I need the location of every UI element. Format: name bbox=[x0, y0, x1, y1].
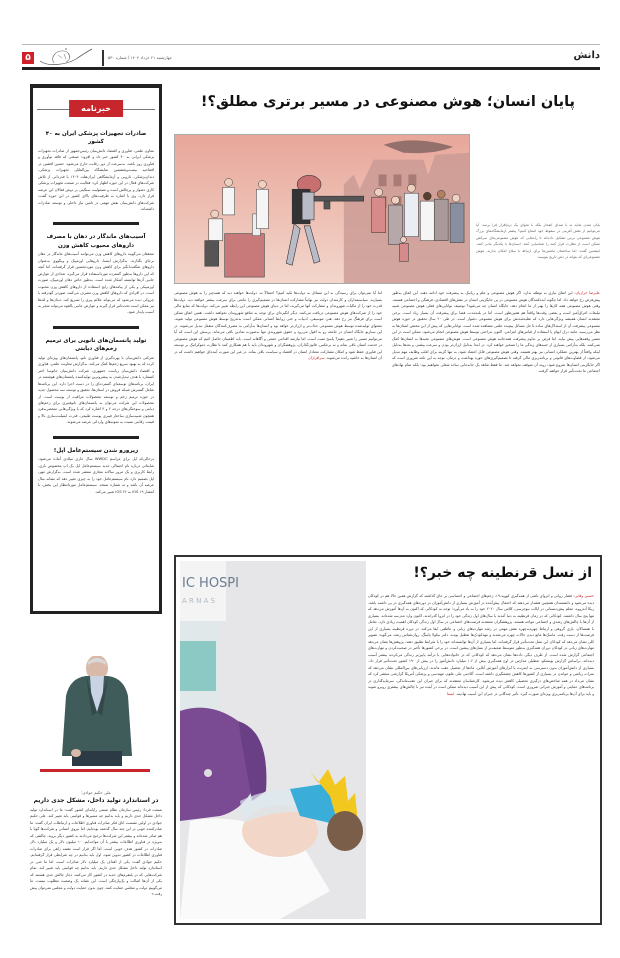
masthead bbox=[22, 44, 600, 70]
news-sidebar bbox=[30, 84, 162, 614]
news-item-headline[interactable]: تولید پانسمان‌های نانویی برای ترمیم زخم‌های دیابتی bbox=[45, 337, 147, 353]
header-bottom-rule bbox=[22, 67, 600, 70]
ai-robot-illustration bbox=[174, 134, 470, 284]
news-divider bbox=[53, 326, 139, 329]
news-item-headline[interactable]: زیرورو شدن سیستم‌عامل اپل! bbox=[53, 447, 139, 454]
article-column bbox=[392, 290, 600, 536]
illustration-caption: پایان تمدن شاید نه با صدای انفجار بلکه با نجوای یک نرم‌افزار فرا برسد. آیا می‌توانیم از نقش آفرینی در سقوط خود امتناع کنیم؟ پیشتر آزمایشگاه‌های بزرگ هوش مصنوعی ترس تشکیل داده‌اند تا راه‌هایی که هوش مصنوعی‌های سرکش ممکن است از نظارت فرار کنند را شناسایی کنند. انسان‌ها با یکدیگر تبانی کنند. اینشتین گفت: اما ساختمان ماشین‌ها برای ارتباط با سلاح امکان ندارند. هوش مصنوعی‌ای که بتواند در ذهن تاریخ بنویسد. bbox=[476, 223, 600, 260]
quarantine-article-headline[interactable]: از نسل قرنطینه چه خبر؟! bbox=[413, 565, 592, 581]
hospital-sign-text: IC HOSPI bbox=[182, 576, 239, 591]
sidebar-title-badge: خبرنامه bbox=[69, 100, 123, 117]
page-number-badge: ۵ bbox=[22, 52, 34, 64]
news-item-body: معاون علمی، فناوری و اقتصاد دانش‌بنیان رئیس‌جمهور از صادرات تجهیزات پزشکی ایرانی به ۴۰ کشور خبر داد و افزود: صنعتی که فاقد نوآوری و فناوری روز باشد، به‌سرعت از دور رقابت خارج می‌شود. حسین افشین در افتتاحیه بیست‌وششمین نمایشگاه بین‌المللی تجهیزات پزشکی، دندان‌پزشکی، دارویی و آزمایشگاهی ایران‌هلث ۱۴۰۴ با قدردانی از تلاش شرکت‌های فعال در این حوزه اظهار کرد: فعالیت در صنعت تجهیزات پزشکی کاری دشوار و پرچالش است و مسئولیت سنگینی بر دوش فعالان این عرصه قرار دارد. وی با اشاره به ظرفیت‌های بالای کشور در این حوزه گفت: شرکت‌های دانش‌بنیان نقش مهمی در تامین نیاز داخلی و توسعه صادرات داشته‌اند. bbox=[38, 148, 154, 211]
quarantine-article-box bbox=[174, 555, 602, 925]
interview-kicker: علی حکیم جوادی: bbox=[80, 790, 112, 795]
news-item-headline[interactable]: آسیب‌های ماندگار در دهان با مصرف داروهای محبوب کاهش وزن bbox=[46, 234, 146, 249]
article-source: ایسنا bbox=[446, 691, 455, 696]
newspaper-logo[interactable] bbox=[36, 47, 96, 67]
section-label[interactable]: دانش bbox=[573, 50, 600, 61]
sidebar-header bbox=[33, 88, 159, 128]
news-item-body: درحالی‌که اپل برای مراسم WWDC سال جاری میلادی آماده می‌شود، شایعاتی درباره نام احتمالی جدید سیستم‌عامل اپل یک‌ اپ مخصوص بازی، رابط کاربری و یک مرور سالانه مجازی منتشر شده است. به‌گزارش مهر، اپل تصمیم دارد نام سیستم‌عامل خود را به چیزی تغییر دهد که نشانه سال عرضه آن باشد و نه شماره نسخه. سیستم‌عامل موردانتظار این بخش، با انتشار iOS ۱۹ به iOS ۲۶ تغییر می‌کند. bbox=[38, 457, 154, 494]
article-column bbox=[174, 290, 382, 536]
sidebar-news-item[interactable] bbox=[33, 128, 159, 216]
news-divider bbox=[53, 436, 139, 439]
news-item-body: شرکتی دانش‌بنیان با بهره‌گیری از فناوری نانو، پانسمان‌های ویژه‌ای تولید کرده که به بهبود سریع زخم‌ها کمک می‌کند. به‌گزارش معاونت علمی، فناوری و اقتصاد دانش‌بنیان ریاست جمهوری، شرکت دانش‌بنیان جانوسا اختر کسمارد با هدف تبدیل‌شدن به پیشروترین تولیدکننده پانسمان‌های هوشمند در ایران، برنامه‌های توسعه‌ای گسترده‌ای را در دست اجرا دارد. این برنامه‌ها شامل گسترش شبکه فروش در استان‌ها، تحقیق و توسعه سه محصول جدید در حوزه ترمیم زخم و توسعه محصولات مراقبت از پوست است. از محصولات این شرکت می‌توان به پانسمان‌های نانوفیبری برای زخم‌های دیابتی و سوختگی‌های درجه ۲ و ۳ اشاره کرد که با ویژگی‌هایی منحصربه‌فرد همچون شبیه‌سازی ساختار فیبری پوست طبیعی، قدرت ایمپلنت‌سازی بالا و قیمت رقابتی نسبت به نمونه‌های وارداتی عرضه می‌شوند. bbox=[38, 355, 154, 425]
interview-article bbox=[30, 790, 162, 898]
article-author: علیرضا خرازیان: bbox=[574, 291, 600, 295]
svg-text:A R N A S: A R N A S bbox=[182, 597, 216, 605]
article-author: حسین وفایی: bbox=[573, 594, 594, 598]
robot-scene-image bbox=[175, 135, 469, 283]
logo-calligraphy-icon bbox=[36, 47, 96, 67]
newborn-faceshield-photo bbox=[180, 561, 366, 919]
interview-headline[interactable]: در استاندارد تولید داخل، مشکل جدی داریم bbox=[33, 797, 159, 804]
news-item-body: محققان می‌گویند داروهای کاهش وزن می‌توانند آسیب‌های ماندگار در دهان برجای بگذارند. به‌گزارش ایسنا، داروهایی اوزمپیک و ویگووی به‌عنوان داروهای شگفت‌انگیز برای کاهش وزن موردتحسین قرار گرفته‌اند، اما آنچه که این داروها به‌طور گسترده مورداستفاده قرار می‌گیرد، تعدادی از عوارض جانبی آن‌ها توانسته آشکار شده است. به‌طور خاص دهان اوزمپیک، صورت اوزمپیکی و یکی از پیامدهای رایج استفاده از داروهای کاهش وزن محبوب است. در افرادی که داروهای کاهش وزن مصرف می‌کنند، صورتی گودرفته یا چروکی دیده می‌شود که می‌تواند علائم پیری را تسریع کند. دندان‌ها و لثه‌ها نیز ممکن است تحت‌تاثیر قرار گیرند و عوارض جانبی بالقوه می‌تواند منجر به آسیب پایدار شود. bbox=[38, 252, 154, 315]
hospital-baby-image bbox=[180, 561, 366, 919]
header-top-rule bbox=[22, 44, 600, 45]
dateline: چهارشنبه ۲۱ خرداد ۱۴۰۴ / شماره ۵۳۰ bbox=[108, 55, 172, 60]
interviewee-portrait bbox=[52, 656, 142, 766]
main-article-headline[interactable]: پایان انسان؛ هوش مصنوعی در مسیر برتری مطلق؟! bbox=[200, 94, 575, 110]
main-article-body bbox=[174, 290, 600, 536]
portrait-red-bar bbox=[40, 769, 150, 772]
man-in-suit-photo bbox=[52, 656, 142, 766]
header-separator bbox=[102, 50, 104, 66]
column-text: این اتفاق نیازی به توطئه ندارد. اگر هوش مصنوعی و علم و رباتیک به پیشرفت خود ادامه دهند، این اتفاق به‌طور پیش‌فرض رخ خواهد داد. اما چگونه ایده‌کنندگان هوش مصنوعی در پی جایگزینی انسان در نقش‌های اقتصادی، فرهنگی و اجتماعی هستند. وقتی هوش مصنوعی همه کارها را بهتر از ما انجام دهد، جایگاه انسان چه می‌شود؟ توصیف توانایی‌های فعلی هوش مصنوعی شبیه تبلیغات اغراق‌آمیز است و بعضی وقت‌ها واقعاً هم همین‌طور است. اما در بلندمدت، فضا برای پیشرفت آن بسیار زیاد است. برخی معتقدند انسان همیشه ویژگی‌هایی دارد که تقلید‌شدنش برای هوش مصنوعی دشوار است. در طی ۲۰ سال تحقیق در حوزه هوش مصنوعی پیشرفت آن از استدلال‌های ساده تا حل مسائل پیچیده علمی مشاهده شده است. توانایی‌هایی که پیش از این مختص انسان‌ها به نظر می‌رسید، مانند درک ابهام یا استفاده از قیاس‌های انتزاعی، اکنون به‌راحتی توسط هوش مصنوعی انجام می‌شود. ممکن است در این مسیر وقفه‌هایی پیش بیاید، اما فرض بر تداوم پیشرفت همه‌جانبه هوش مصنوعی است. هوش‌های مصنوعی نخبه‌ها به انسان‌ها کمک نمی‌کنند، بلکه به‌آرامی بسیاری از جنبه‌های زندگی ما را تسخیر خواهند کرد. در ابتدا به‌دلیل ارزان‌تر بودن و سرعت بیشتر، و بعدها به‌دلیل اینکه واقعاً از بهترین عملکرد انسانی نیز بهتر هستند. وقتی هوش مصنوعی قابل اعتماد شود، به تنها گزینه برای اغلب وظایف مهم تبدیل می‌شود، از قضاوت‌های قانونی و برنامه‌ریزی مالی گرفته تا تصمیم‌گیری‌های حوزه بهداشت و درمان. توجه به این نکته ضروری است که اگر جایگزینی انسان‌ها شروع شود، روند آن متوقف نخواهد شد. ما فقط شاهد یک جابه‌جایی ساده شغلی نخواهیم بود؛ بلکه تمام نهادهای اجتماعی ما تحت‌تأثیر قرار خواهند گرفت. bbox=[392, 291, 600, 374]
interview-body: صنعت فردا: رئیس سازمان نظام صنفی رایانه‌ای کشور گفت: ما در استاندارد تولید داخل مشکل جدی داریم و باید بدانیم چه مسیرها و قوانینی باید تغییر کند. علی حکیم جوادی در اولین نشست اتاق فکر صادرات فناوری اطلاعات و ارتباطات ایران گفت: ما صادرکننده خوبی در این چند سال گذشته بوده‌ایم، اما نیروی انسانی و شرکت‌ها گویا با هم صادر شده‌اند و بیشتر این شرکت‌ها ترجیح می‌دادند به کشور دیگر بروند. چالشی که به‌ویژه در فناوری اطلاعات بیشتر با آن مواجه‌ایم. ۱۰ میلیون دلار و یک میلیارد دلار صادرات در کشور هدف خوبی است، اما اگر قرار است نقشه راهی برای صادرات فناوری اطلاعات در کشور تدوین شود، اول باید بدانیم در چه شرایطی قرار گرفته‌ایم. حکیم جوادی گفت: یکی از اهداف یک میلیارد دلار صادرات است، اما ما حتی در استاندارد تولید داخل مشکل جدی داریم. باید بدانیم چه قوانینی باید تغییر کند. تمام شرکت‌هایی که در پلتفرم‌های جدید در کشور کار می‌کنند، دچار چالش جدی هستند که یکی از آن‌ها اصالت و یک‌پارچگی است. این نشانه یک وضعیت مطلوب نیست. ما می‌گوییم دولت و مجلس حمایت کنند، چون بدون حمایت دولت و مجلس نمی‌توان پیش رفت.» bbox=[30, 808, 162, 897]
sidebar-news-item[interactable] bbox=[33, 335, 159, 430]
column-text: اما آیا نمی‌توان برای رسیدگی به این مسائل به دولت‌ها تکیه کنیم؟ احتمالاً نه. دولت‌ها خواهند دید که همه‌چیز را به هوش مصنوعی بسپارند. سیاستمداران و کارمندان دولت نیز نهایتاً مشارکت انسان‌ها در تصمیم‌گیری را مانعی برای سرعت بیشتر خواهند دید. دولت‌ها قدرت خود را از مالیات شهروندان و مشارکت آنها می‌گیرند، اما در دنیای هوش مصنوعی این رابطه تغییر می‌کند. دولت‌ها که منابع مالی خود را از شرکت‌های هوش مصنوعی دریافت می‌کنند، دیگر انگیزه‌ای برای توجه به منافع شهروندان نخواهند داشت. همین اتفاق ممکن است برای فرهنگ نیز رخ دهد. هنر، موسیقی، ادبیات و حتی روابط انسانی ممکن است به‌تدریج توسط هوش مصنوعی تولید شوند. محتوای تولیدشده توسط هوش مصنوعی جذاب‌تر و ارزان‌تر خواهد بود و انسان‌ها به‌آرامی به مصرف‌کنندگان منفعل تبدیل می‌شوند. در این سناریو جایگاه انسان در جامعه رو به افول می‌رود و حقوق شهروندی تنها به‌صورت نمادین باقی می‌ماند. پرسش این است که آیا می‌توانیم مسیر را تغییر دهیم؟ پاسخ مثبت است، اما نیازمند اقدامی جمعی و آگاهانه است. باید اطمینان حاصل کنیم که هوش مصنوعی در خدمت انسان باقی بماند و نه برعکس. قانون‌گذاران، پژوهشگران و شهروندان باید با هم همکاری کنند تا نظارت دموکراتیک بر توسعه این فناوری حفظ شود و امکان مشارکت معنادار انسان در اقتصاد و سیاست باقی بماند. در غیر این صورت آینده‌ای خواهیم داشت که در آن انسان‌ها به حاشیه رانده می‌شوند. bbox=[174, 291, 382, 361]
article-end-signature: سرافرازان bbox=[308, 356, 325, 361]
news-item-headline[interactable]: صادرات تجهیزات پزشکی ایران به ۴۰ کشور bbox=[45, 131, 147, 146]
article-text: فشار روانی و انزوای ناشی از همه‌گیری کووید-۱۹، زخم‌های اجتماعی و احساسی بر جای گذاشته که گزارش همین حالا هم در کودکان دیده می‌شود و دانشمندان همچنین هشدار می‌دهند که احتمال پیش‌آمده در آموزش بسیاری از دانش‌آموزان در دوره‌های همه‌گیری در پی داشته باشد. ریکا آندروود، معلم پیش‌دبستانی در ایالت نیوجرسی، کلاس سال ۲۰۲۰ خود را به یاد می‌آورد؛ توجه به کودکانی که اکنون به آن‌ها آموزش می‌دهد که تنها پنج سال داشتند. کودکانی که در زمان قرنطینه به دنیا آمدند یا سال‌های اول زندگی خود را در انزوا گذراندند، اکنون وارد مدرسه شده‌اند. بسیاری از آن‌ها با چالش‌های رشدی و اجتماعی مواجه هستند. پژوهشگران معتقدند فرصت‌های اجتماعی در سال اول زندگی کودکان اهمیت زیادی دارد. تعامل با همسالان، بازی گروهی و ارتباط چهره‌به‌چهره نقش مهمی در رشد مهارت‌های زبانی و عاطفی ایفا می‌کند. در دوره قرنطینه بسیاری از این فرصت‌ها از دست رفت. ماسک‌ها مانع دیدن حالات چهره می‌شدند و مهدکودک‌ها تعطیل بودند. دکتر نیکولا پاتینگ، روان‌شناس رشد، می‌گوید: تصویر کلی نشان می‌دهد که کودکان این نسل تحت‌تأثیر قرار گرفته‌اند، اما بسیاری از آن‌ها توانسته‌اند خود را با شرایط تطبیق دهند. پژوهش‌ها نشان می‌دهد مهارت‌های زبانی در کودکان دوران همه‌گیری به‌طور متوسط ضعیف‌تر از نسل‌های پیشین است. در برخی کشورها تأخیر در صحبت‌کردن و مهارت‌های اجتماعی گزارش شده است. از طرف دیگر، داده‌ها نشان می‌دهد که کودکانی که در خانواده‌هایی با درآمد پایین‌تر زندگی می‌کردند بیشتر آسیب دیده‌اند. براساس گزارش یونسکو، تعطیلی مدارس در اوج همه‌گیری بیش از ۱.۶ میلیارد دانش‌آموز را در بیش از ۱۹۰ کشور تحت‌تأثیر قرار داد. بسیاری از دانش‌آموزان بدون دسترسی به اینترنت یا ابزارهای آموزش آنلاین، ماه‌ها از تحصیل عقب ماندند. ارزیابی‌های بین‌المللی نشان می‌دهد که نمرات ریاضی و خواندن در بسیاری از کشورها کاهش چشمگیری داشته است. آکادمی ملی علوم، مهندسی و پزشکی آمریکا گزارشی منتشر کرد که نشان می‌داد در همه شاخص‌های درگیری تحصیلی کاهش دیده می‌شود. کارشناسان معتقدند که برای جبران این عقب‌ماندگی، سرمایه‌گذاری در برنامه‌های حمایتی و آموزش جبرانی ضروری است. کودکانی که پیش از این آسیب دیده‌اند ممکن است در آینده نیز با چالش‌های بیشتری روبرو شوند و باید برای آن‌ها برنامه‌ریزی ویژه‌ای صورت گیرد. تأثیر چندگانی در جبران این آسیب نهادینه. bbox=[368, 594, 594, 696]
sidebar-news-item[interactable] bbox=[33, 231, 159, 319]
quarantine-article-body bbox=[368, 593, 594, 919]
sidebar-news-item[interactable] bbox=[33, 445, 159, 499]
news-divider bbox=[53, 222, 139, 225]
